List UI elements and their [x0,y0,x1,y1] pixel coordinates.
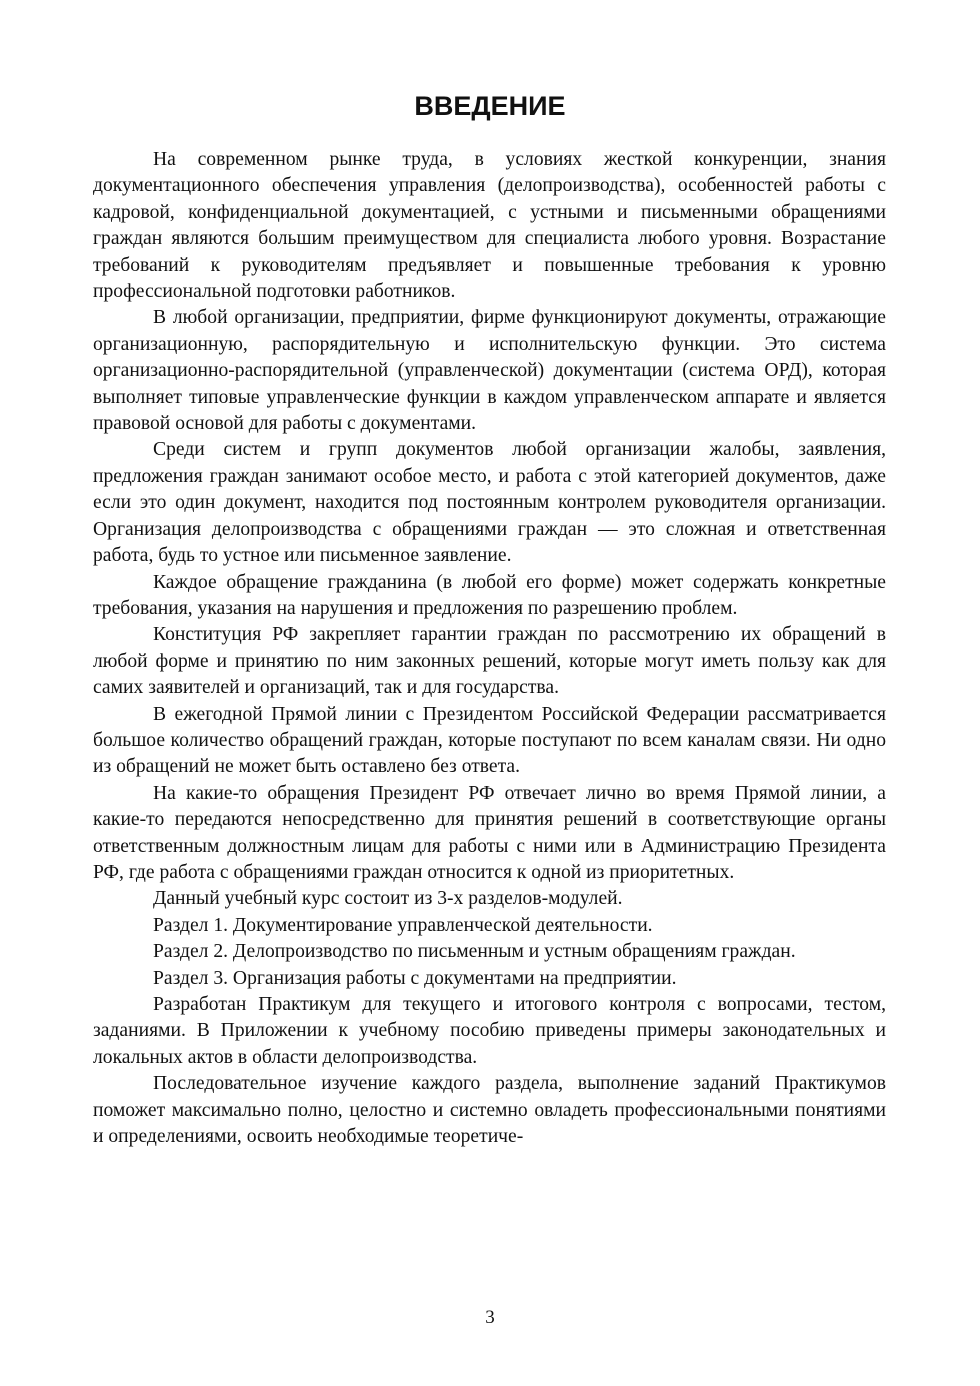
paragraph-1: На современном рынке труда, в условиях жесткой конкуренции, знания документационного обеспечения управления (делопроизводства), особенностей работы с кадровой, конфиденциальной документацией, с устными и письменными обращениями граждан являются большим преимуществом для специалиста любого уровня. Возрастание требований к руководителям предъявляет и повышенные требования к уровню профессиональной подготовки работников. [93,149,886,303]
paragraph-11: Раздел 3. Организация работы с документами на предприятии. [153,967,677,989]
body-text [93,147,886,1150]
paragraph-7: На какие-то обращения Президент РФ отвечает лично во время Прямой линии, а какие-то передаются непосредственно для принятия решений в соответствующие органы ответственным должностным лицам для работы с ними или в Администрацию Президента РФ, где работа с обращениями граждан относится к одной из приоритетных. [93,782,886,883]
paragraph-2: В любой организации, предприятии, фирме функционируют документы, отражающие организационную, распорядительную и исполнительскую функции. Это система организационно-распорядительной (управленческой) документации (система ОРД), которая выполняет типовые управленческие функции в каждом управленческом аппарате и является правовой основой для работы с документами. [93,307,886,435]
paragraph-10: Раздел 2. Делопроизводство по письменным и устным обращениям граждан. [153,941,796,963]
paragraph-12: Разработан Практикум для текущего и итогового контроля с вопросами, тестом, заданиями. В Приложении к учебному пособию приведены примеры законодательных и локальных актов в области делопроизводства. [93,994,886,1068]
paragraph-6: В ежегодной Прямой линии с Президентом Российской Федерации рассматривается большое количество обращений граждан, которые поступают по всем каналам связи. Ни одно из обращений не может быть оставлено без ответа. [93,703,886,778]
paragraph-9: Раздел 1. Документирование управленческой деятельности. [153,914,653,936]
page-title: ВВЕДЕНИЕ [414,91,566,121]
paragraph-3: Среди систем и групп документов любой организации жалобы, заявления, предложения граждан занимают особое место, и работа с этой категорией документов, даже если это один документ, находится под постоянным контролем руководителя организации. Организация делопроизводства с обращениями граждан — это сложная и ответственная работа, будь то устное или письменное заявление. [93,439,886,567]
paragraph-8: Данный учебный курс состоит из 3-х разделов-модулей. [153,888,623,910]
paragraph-5: Конституция РФ закрепляет гарантии граждан по рассмотрению их обращений в любой форме и принятию по ним законных решений, которые могут иметь пользу как для самих заявителей и организаций, так и для государства. [93,624,886,699]
paragraph-13: Последовательное изучение каждого раздела, выполнение заданий Практикумов поможет максимально полно, целостно и системно овладеть профессиональными понятиями и определениями, освоить необходимые теоретиче- [93,1073,886,1148]
paragraph-4: Каждое обращение гражданина (в любой его форме) может содержать конкретные требования, указания на нарушения и предложения по разрешению проблем. [93,571,886,619]
page-number: 3 [485,1307,495,1328]
